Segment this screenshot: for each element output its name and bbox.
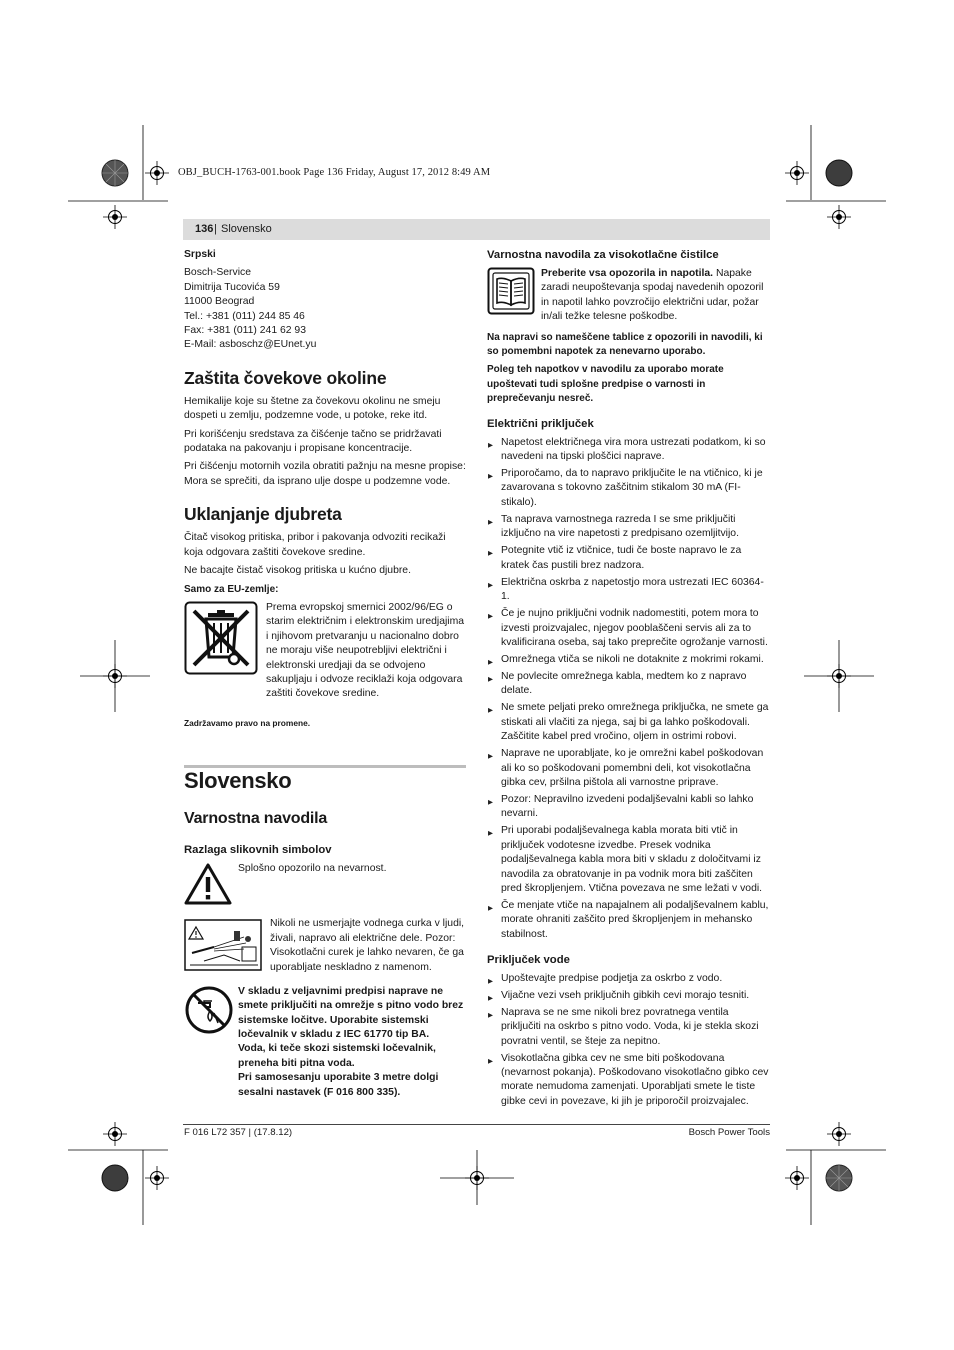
list-item: ▶ Naprave ne uporabljate, ko je omrežni kabel poškodovan ali ko so poškodovani pomembni deli, kot visokotlačna gibka cev, pršilna pištola ali varnostne priprave. (487, 747, 770, 790)
symbol-line: sesalni nastavek (F 016 800 335). (238, 1086, 401, 1098)
list-item: ▶ Potegnite vtič iz vtičnice, tudi če boste napravo le za kratek čas pustili brez nadzora. (487, 544, 770, 573)
waste-paragraph: Čitač visokog pritiska, pribor i pakovanja odvoziti recikaži koja odgovara zaštiti čovekove sredine. (184, 532, 446, 558)
list-item: ▶ Omrežnega vtiča se nikoli ne dotaknite z mokrimi rokami. (487, 653, 770, 667)
list-item: ▶ Če je nujno priključni vodnik nadomestiti, potem mora to izvesti proizvajalec, njegov pooblaščeni servis ali za to kvalificirana oseba, saj tako preprečite ogrožanje varnosti. (487, 607, 770, 650)
list-item: ▶ Napetost električnega vira mora ustrezati podatkom, ki so navedeni na tipski ploščici naprave. (487, 436, 770, 465)
list-item: ▶ Ta naprava varnostnega razreda I se sme priključiti izključno na vire napetosti z predpisano ozemljitvijo. (487, 513, 770, 542)
symbols-heading: Razlaga slikovnih simbolov (184, 844, 332, 856)
env-paragraph: Pri korišćenju sredstava za čišćenje tačno se pridržavati podataka na pakovanju i propisane koncentracije. (184, 428, 442, 455)
list-item: ▶ Upoštevajte predpise podjetja za oskrbo z vodo. (487, 972, 770, 986)
file-info-line: OBJ_BUCH-1763-001.book Page 136 Friday, August 17, 2012 8:49 AM (178, 167, 491, 178)
list-item: ▶ Naprava se ne sme nikoli brez povratnega ventila priključiti na oskrbo s pitno vodo. Voda, ki je stekla skozi povratni ventil, se šteje za nepitno. (487, 1006, 770, 1049)
right-column (487, 248, 770, 1112)
symbol-text: Splošno opozorilo na nevarnost. (238, 863, 387, 874)
address-line: Dimitrija Tucovića 59 (184, 281, 280, 293)
list-item: ▶ Priporočamo, da to napravo priključite le na vtičnico, ki je zavarovana s tokovno zaščitnim stikalom 30 mA (FI-stikalo). (487, 467, 770, 510)
weee-bin-icon (184, 601, 266, 702)
symbol-line: preneha biti pitna voda. (238, 1057, 355, 1069)
symbol-line: ločevalnik v skladu z IEC 61770 tip BA. (238, 1029, 430, 1041)
env-paragraph: Hemikalije koje su štetne za čovekovu okolinu ne smeju dospeti u zemlju, podzemne vode, u potoke, reke itd. (184, 395, 441, 422)
language-heading: Slovensko (184, 768, 292, 793)
page-number: 136 (195, 223, 214, 235)
footer-rule (183, 1124, 770, 1125)
list-item: ▶ Električna oskrba z napetostjo mora ustrezati IEC 60364-1. (487, 576, 770, 605)
footer-right: Bosch Power Tools (688, 1127, 770, 1138)
eu-text: Prema evropskoj smernici 2002/96/EG o starim električnim i elektronskim uredjajima i njihovom pretvaranju u nacionalno dobro ne moraju više neupotrebljivi električni i elektronski uredjaji da se odvojeno sakupljaju i odvoze reciklaži koja odgovara zaštiti čovekove sredine. (266, 601, 465, 700)
symbol-line: Pri samosesanju uporabite 3 metre dolgi (238, 1072, 439, 1084)
address-line: Bosch-Service (184, 267, 251, 279)
list-item: ▶ Ne smete peljati preko omrežnega priključka, ne smete ga stiskati ali vlačiti za njega, saj bi ga lahko poškodovali. Zaščitite kabel pred vročino, oljem in ostrimi robovi. (487, 701, 770, 744)
electric-heading: Električni priključek (487, 417, 594, 430)
page-header (183, 219, 770, 240)
address-line: E-Mail: asboschz@EUnet.yu (184, 339, 317, 351)
list-item: ▶ Pozor: Nepravilno izvedeni podaljševalni kabli so lahko nevarni. (487, 793, 770, 822)
symbol-line: sistemske ločitve. Uporabite sistemski (238, 1014, 429, 1026)
symbol-row-jet (184, 917, 466, 978)
list-item: ▶ Visokotlačna gibka cev ne sme biti poškodovana (nevarnost pokanja). Poškodovano visokotlačno gibko cev morate nemudoma zamenjati. Uporabljati smete le tiste gibke cevi in povezave, ki jih je priporočil proizvajalec. (487, 1052, 770, 1110)
list-item: ▶ Če menjate vtiče na napajalnem ali podaljševalnem kablu, morate ohraniti zaščito pred škropljenjem in mehansko stabilnost. (487, 899, 770, 942)
symbol-line: V skladu z veljavnimi predpisi naprave ne (238, 985, 444, 997)
symbol-line: smete priključiti na omrežje s pitno vodo brez (238, 1000, 464, 1012)
srpski-title: Srpski (184, 249, 216, 260)
list-item: ▶ Pri uporabi podaljševalnega kabla morata biti vtič in priključek vodotesne izvedbe. Presek vodnika podaljševalnega kabla mora biti v skladu z določitvami iz navodila za obratovanje in pa vodnik mora biti zaščiten pred škropljenjem. Vtična povezava ne sme ležati v vodi. (487, 824, 770, 896)
weee-block (184, 601, 466, 702)
list-item: ▶ Ne povlecite omrežnega kabla, medtem ko z napravo delate. (487, 670, 770, 699)
notice-paragraph: Poleg teh napotkov v navodilu za uporabo morate upoštevati tudi splošne predpise o varnosti in preprečevanju nesreč. (487, 364, 724, 405)
water-heading: Priključek vode (487, 953, 570, 966)
read-manual-bold: Preberite vsa opozorila in napotila. (541, 268, 714, 279)
env-paragraph: Pri čišćenju motornih vozila obratiti pažnju na mesne propise: Mora se sprečiti, da isprano ulje dospe u podzemne vode. (184, 461, 466, 487)
no-drinking-water-icon (184, 985, 238, 1100)
read-manual-icon (487, 267, 541, 325)
address-line: Tel.: +381 (011) 244 85 46 (184, 310, 305, 322)
symbol-text: Nikoli ne usmerjajte vodnega curka v ljudi, živali, napravo ali električne dele. Pozor: Visokotlačni curek je lahko nevaren, če ga uporabljate neskladno z namenom. (270, 918, 465, 973)
water-jet-warning-icon (184, 917, 270, 978)
water-list (487, 972, 770, 1109)
header-separator: | (214, 223, 217, 235)
left-column (184, 248, 466, 730)
safety-heading: Varnostna navodila (184, 810, 328, 827)
electric-list (487, 436, 770, 943)
symbol-row-no-drinking-water (184, 985, 466, 1100)
notice-paragraph: Na napravi so nameščene tablice z opozorili in navodili, ki so pomembni napotek za nenevarno uporabo. (487, 331, 763, 358)
footer-left: F 016 L72 357 | (17.8.12) (184, 1127, 293, 1138)
symbol-row-warning (184, 862, 466, 911)
address-line: 11000 Beograd (184, 296, 255, 308)
slovensko-section (184, 767, 466, 1100)
symbol-line: Voda, ki teče skozi sistemski ločevalnik, (238, 1043, 436, 1055)
env-heading: Zaštita čovekove okoline (184, 367, 387, 388)
list-item: ▶ Vijačne vezi vseh priključnih gibkih cevi morajo tesniti. (487, 989, 770, 1003)
read-manual-text (541, 267, 767, 325)
warning-triangle-icon (184, 862, 238, 911)
read-manual-block (487, 267, 770, 325)
read-manual-rest: Napake zaradi neupoštevanja spodaj navedenih opozoril in napotil lahko povzročijo električni udar, požar in/ali težke telesne poškodbe. (541, 268, 764, 323)
waste-heading: Uklanjanje djubreta (184, 504, 342, 525)
waste-paragraph: Ne bacajte čistač visokog pritiska u kućno djubre. (184, 565, 411, 577)
right-heading: Varnostna navodila za visokotlačne čistilce (487, 249, 719, 261)
symbol-text-block (238, 985, 463, 1100)
rights-note: Zadržavamo pravo na promene. (184, 717, 311, 728)
header-section: Slovensko (221, 223, 272, 235)
eu-title: Samo za EU-zemlje: (184, 583, 279, 595)
address-line: Fax: +381 (011) 241 62 93 (184, 325, 306, 337)
